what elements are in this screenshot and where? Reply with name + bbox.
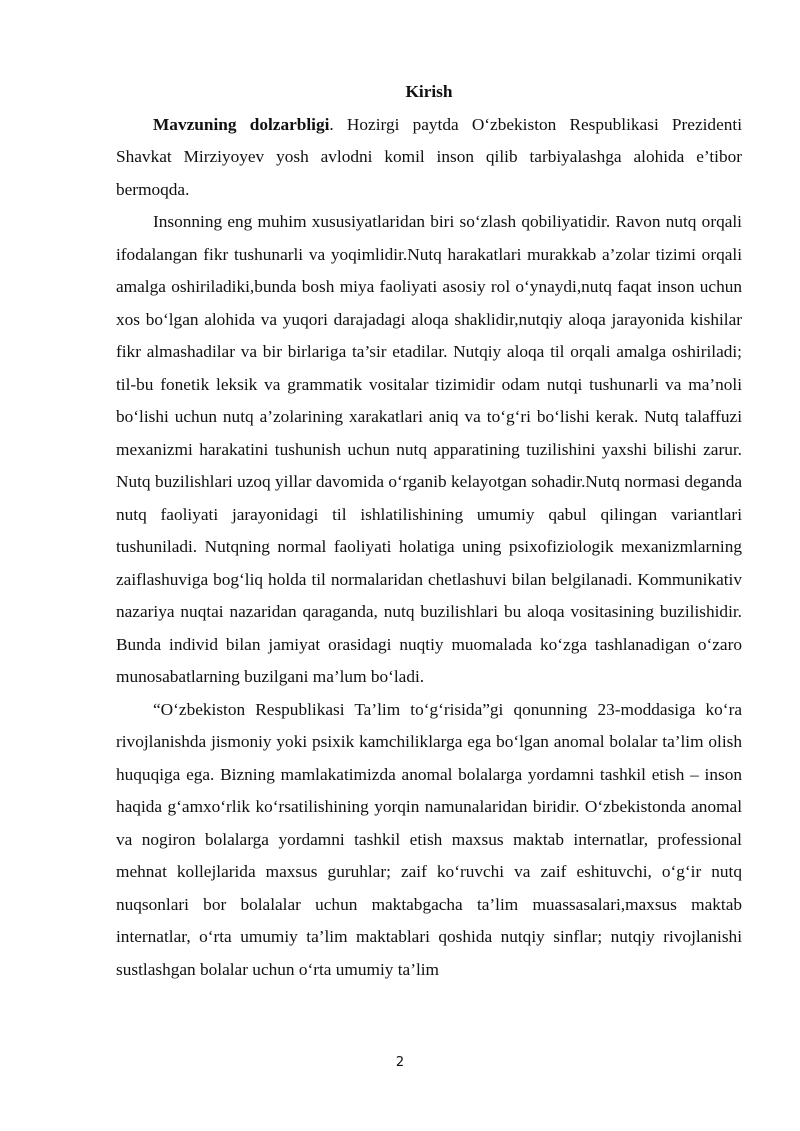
body-paragraph-1: Insonning eng muhim xususiyatlaridan biri so‘zlash qobiliyatidir. Ravon nutq orqali ifodalangan fikr tushunarli va yoqimlidir.Nutq harakatlari murakkab a’zolar tizimi orqali amalga oshiriladiki,bunda bosh miya faoliyati asosiy rol o‘ynaydi,nutq faqat inson uchun xos bo‘lgan alohida va yuqori darajadagi aloqa shaklidir,nutqiy aloqa jarayonida kishilar fikr almashadilar va bir birlariga ta’sir etadilar. Nutqiy aloqa til orqali amalga oshiriladi; til-bu fonetik leksik va grammatik vositalar tizimidir odam nutqi tushunarli va ma’noli bo‘lishi uchun nutq a’zolarining xarakatlari aniq va to‘g‘ri bo‘lishi kerak. Nutq talaffuzi mexanizmi harakatini tushunish uchun nutq apparatining tuzilishini yaxshi bilishi zarur. Nutq buzilishlari uzoq yillar davomida o‘rganib kelayotgan sohadir.Nutq normasi deganda nutq faoliyati jarayonidagi til ishlatilishining umumiy qabul qilingan variantlari tushuniladi. Nutqning normal faoliyati holatiga uning psixofiziologik mexanizmlarning zaiflashuviga bog‘liq holda til normalaridan chetlashuvi bilan belgilanadi. Kommunikativ nazariya nuqtai nazaridan qaraganda, nutq buzilishlari bu aloqa vositasining buzilishidir. Bunda individ bilan jamiyat orasidagi nuqtiy muomalada ko‘zga tashlanadigan o‘zaro munosabatlarning buzilgani ma’lum bo‘ladi. [116,212,742,686]
page-number: 2 [395,1055,405,1070]
page-content [116,76,742,986]
body-paragraph-2: “O‘zbekiston Respublikasi Ta’lim to‘g‘risida”gi qonunning 23-moddasiga ko‘ra rivojlanishda jismoniy yoki psixik kamchiliklarga ega bo‘lgan anomal bolalar ta’lim olish huquqiga ega. Bizning mamlakatimizda anomal bolalarga yordamni tashkil etish – inson haqida g‘amxo‘rlik ko‘rsatilishining yorqin namunalaridan biridir. O‘zbekistonda anomal va nogiron bolalarga yordamni tashkil etish maxsus maktab internatlar, professional mehnat kollejlarida maxsus guruhlar; zaif ko‘ruvchi va zaif eshituvchi, o‘g‘ir nutq nuqsonlari bor bolalalar uchun maktabgacha ta’lim muassasalari,maxsus maktab internatlar, o‘rta umumiy ta’lim maktablari qoshida nutqiy sinflar; nutqiy rivojlanishi sustlashgan bolalar uchun o‘rta umumiy ta’lim [116,699,742,979]
intro-text: . Hozirgi paytda O‘zbekiston Respublikasi Prezidenti Shavkat Mirziyoyev yosh avlodni komil inson qilib tarbiyalashga alohida e’tibor bermoqda. [116,114,742,199]
intro-paragraph [116,109,742,207]
page-title: Kirish [405,82,453,101]
intro-lead: Mavzuning dolzarbligi [153,114,330,134]
